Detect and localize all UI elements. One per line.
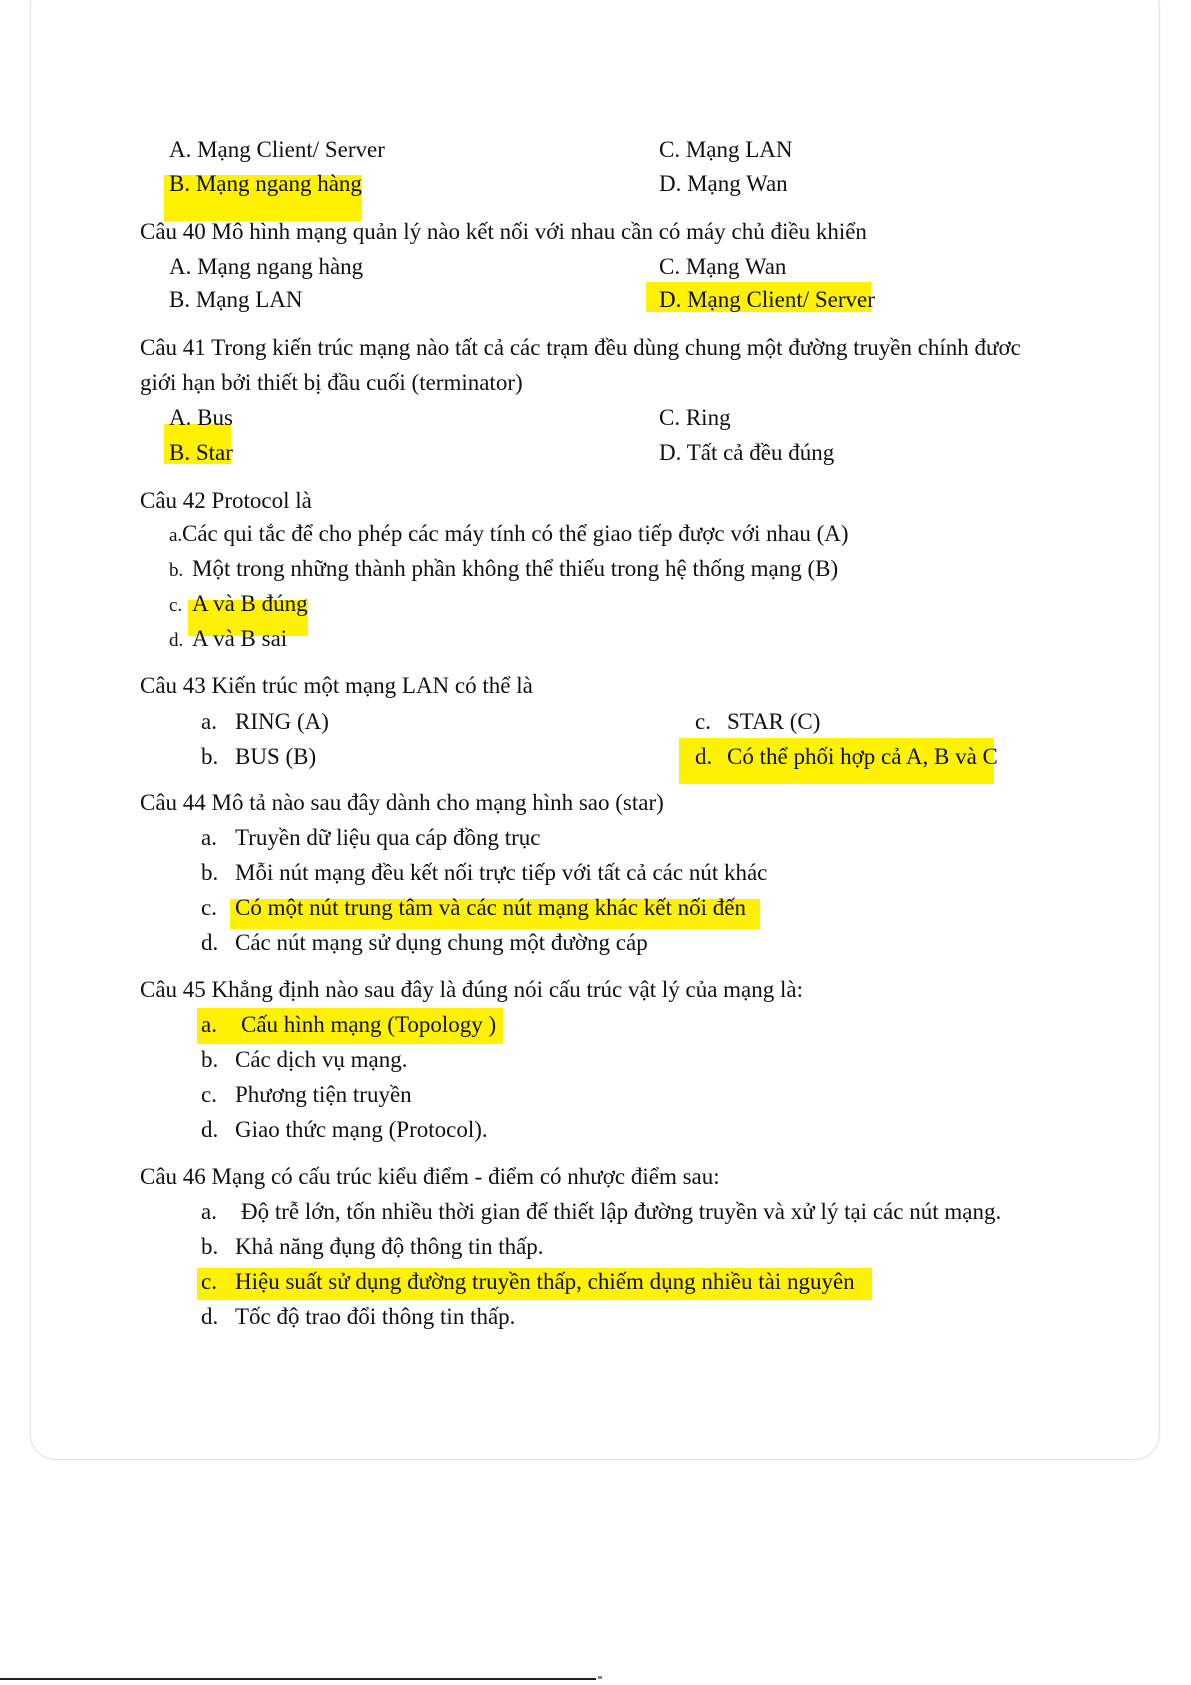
q41-question-line2: giới hạn bởi thiết bị đầu cuối (terminator) [140,370,523,395]
q42-option-d-text: A và B sai [192,626,288,651]
q46-option-c-letter: c. [201,1269,217,1294]
q42-option-c-letter: c. [169,595,183,616]
bottom-divider [0,1678,596,1680]
q44-option-c-letter: c. [201,895,217,920]
bottom-divider-end [598,1676,602,1679]
q40-question: Câu 40 Mô hình mạng quản lý nào kết nối với nhau cần có máy chủ điều khiển [140,219,867,244]
q43-option-c-letter: c. [695,709,711,734]
q46-question: Câu 46 Mạng có cấu trúc kiểu điểm - điểm có nhược điểm sau: [140,1164,720,1189]
q44-option-b-letter: b. [201,860,219,885]
q40-option-b: B. Mạng LAN [169,287,303,312]
q44-option-a-letter: a. [201,825,217,850]
q45-question: Câu 45 Khẳng định nào sau đây là đúng nói cấu trúc vật lý của mạng là: [140,977,803,1002]
q43-option-a-letter: a. [201,709,217,734]
q41-question-line1: Câu 41 Trong kiến trúc mạng nào tất cả các trạm đều dùng chung một đường truyền chính đươc [140,335,1021,360]
q39-option-b: B. Mạng ngang hàng [169,171,362,196]
q45-option-d-letter: d. [201,1117,219,1142]
q41-option-c: C. Ring [659,405,731,430]
q39-option-d: D. Mạng Wan [659,171,788,196]
q44-option-b-text: Mỗi nút mạng đều kết nối trực tiếp với tất cả các nút khác [235,860,768,885]
q39-option-a: A. Mạng Client/ Server [169,137,385,162]
q46-option-a-letter: a. [201,1199,217,1224]
q43-option-a-text: RING (A) [235,709,329,734]
q45-option-c-letter: c. [201,1082,217,1107]
q42-option-b-letter: b. [169,560,184,581]
q44-option-c-text: Có một nút trung tâm và các nút mạng khác kết nối đến [235,895,746,920]
q40-option-c: C. Mạng Wan [659,254,787,279]
q44-option-d-letter: d. [201,930,219,955]
q46-option-b-letter: b. [201,1234,219,1259]
q41-option-b: B. Star [169,440,233,465]
q43-option-d-letter: d. [695,744,713,769]
q43-option-d-text: Có thể phối hợp cả A, B và C [727,744,998,769]
q42-option-b-text: Một trong những thành phần không thể thiếu trong hệ thống mạng (B) [192,556,839,581]
q44-option-d-text: Các nút mạng sử dụng chung một đường cáp [235,930,648,955]
q45-option-c-text: Phương tiện truyền [235,1082,412,1107]
q46-option-d-letter: d. [201,1304,219,1329]
q45-option-a-text: Cấu hình mạng (Topology ) [241,1012,497,1037]
q43-option-c-text: STAR (C) [727,709,821,734]
q45-option-d-text: Giao thức mạng (Protocol). [235,1117,488,1142]
q43-option-b-text: BUS (B) [235,744,317,769]
q45-option-b-letter: b. [201,1047,219,1072]
q46-option-b-text: Khả năng đụng độ thông tin thấp. [235,1234,544,1259]
q42-question: Câu 42 Protocol là [140,488,312,513]
q44-option-a-text: Truyền dữ liệu qua cáp đồng trục [235,825,541,850]
q40-option-d: D. Mạng Client/ Server [659,287,875,312]
q45-option-b-text: Các dịch vụ mạng. [235,1047,408,1072]
q44-question: Câu 44 Mô tả nào sau đây dành cho mạng hình sao (star) [140,790,664,815]
q45-option-a-letter: a. [201,1012,217,1037]
q42-option-d-letter: d. [169,630,184,651]
q42-option-c-text: A và B đúng [192,591,308,616]
q42-option-a-text: Các qui tắc để cho phép các máy tính có thể giao tiếp được với nhau (A) [182,521,849,546]
q41-option-d: D. Tất cả đều đúng [659,440,835,465]
q46-option-a-text: Độ trễ lớn, tốn nhiều thời gian để thiết lập đường truyền và xử lý tại các nút mạng. [241,1199,1002,1224]
q41-option-a: A. Bus [169,405,233,430]
q43-question: Câu 43 Kiến trúc một mạng LAN có thể là [140,673,533,698]
q46-option-c-text: Hiệu suất sử dụng đường truyền thấp, chiếm dụng nhiều tài nguyên [235,1269,855,1294]
q46-option-d-text: Tốc độ trao đổi thông tin thấp. [235,1304,516,1329]
q43-option-b-letter: b. [201,744,219,769]
q40-option-a: A. Mạng ngang hàng [169,254,364,279]
q39-option-c: C. Mạng LAN [659,137,793,162]
q42-option-a-letter: a. [169,525,183,546]
